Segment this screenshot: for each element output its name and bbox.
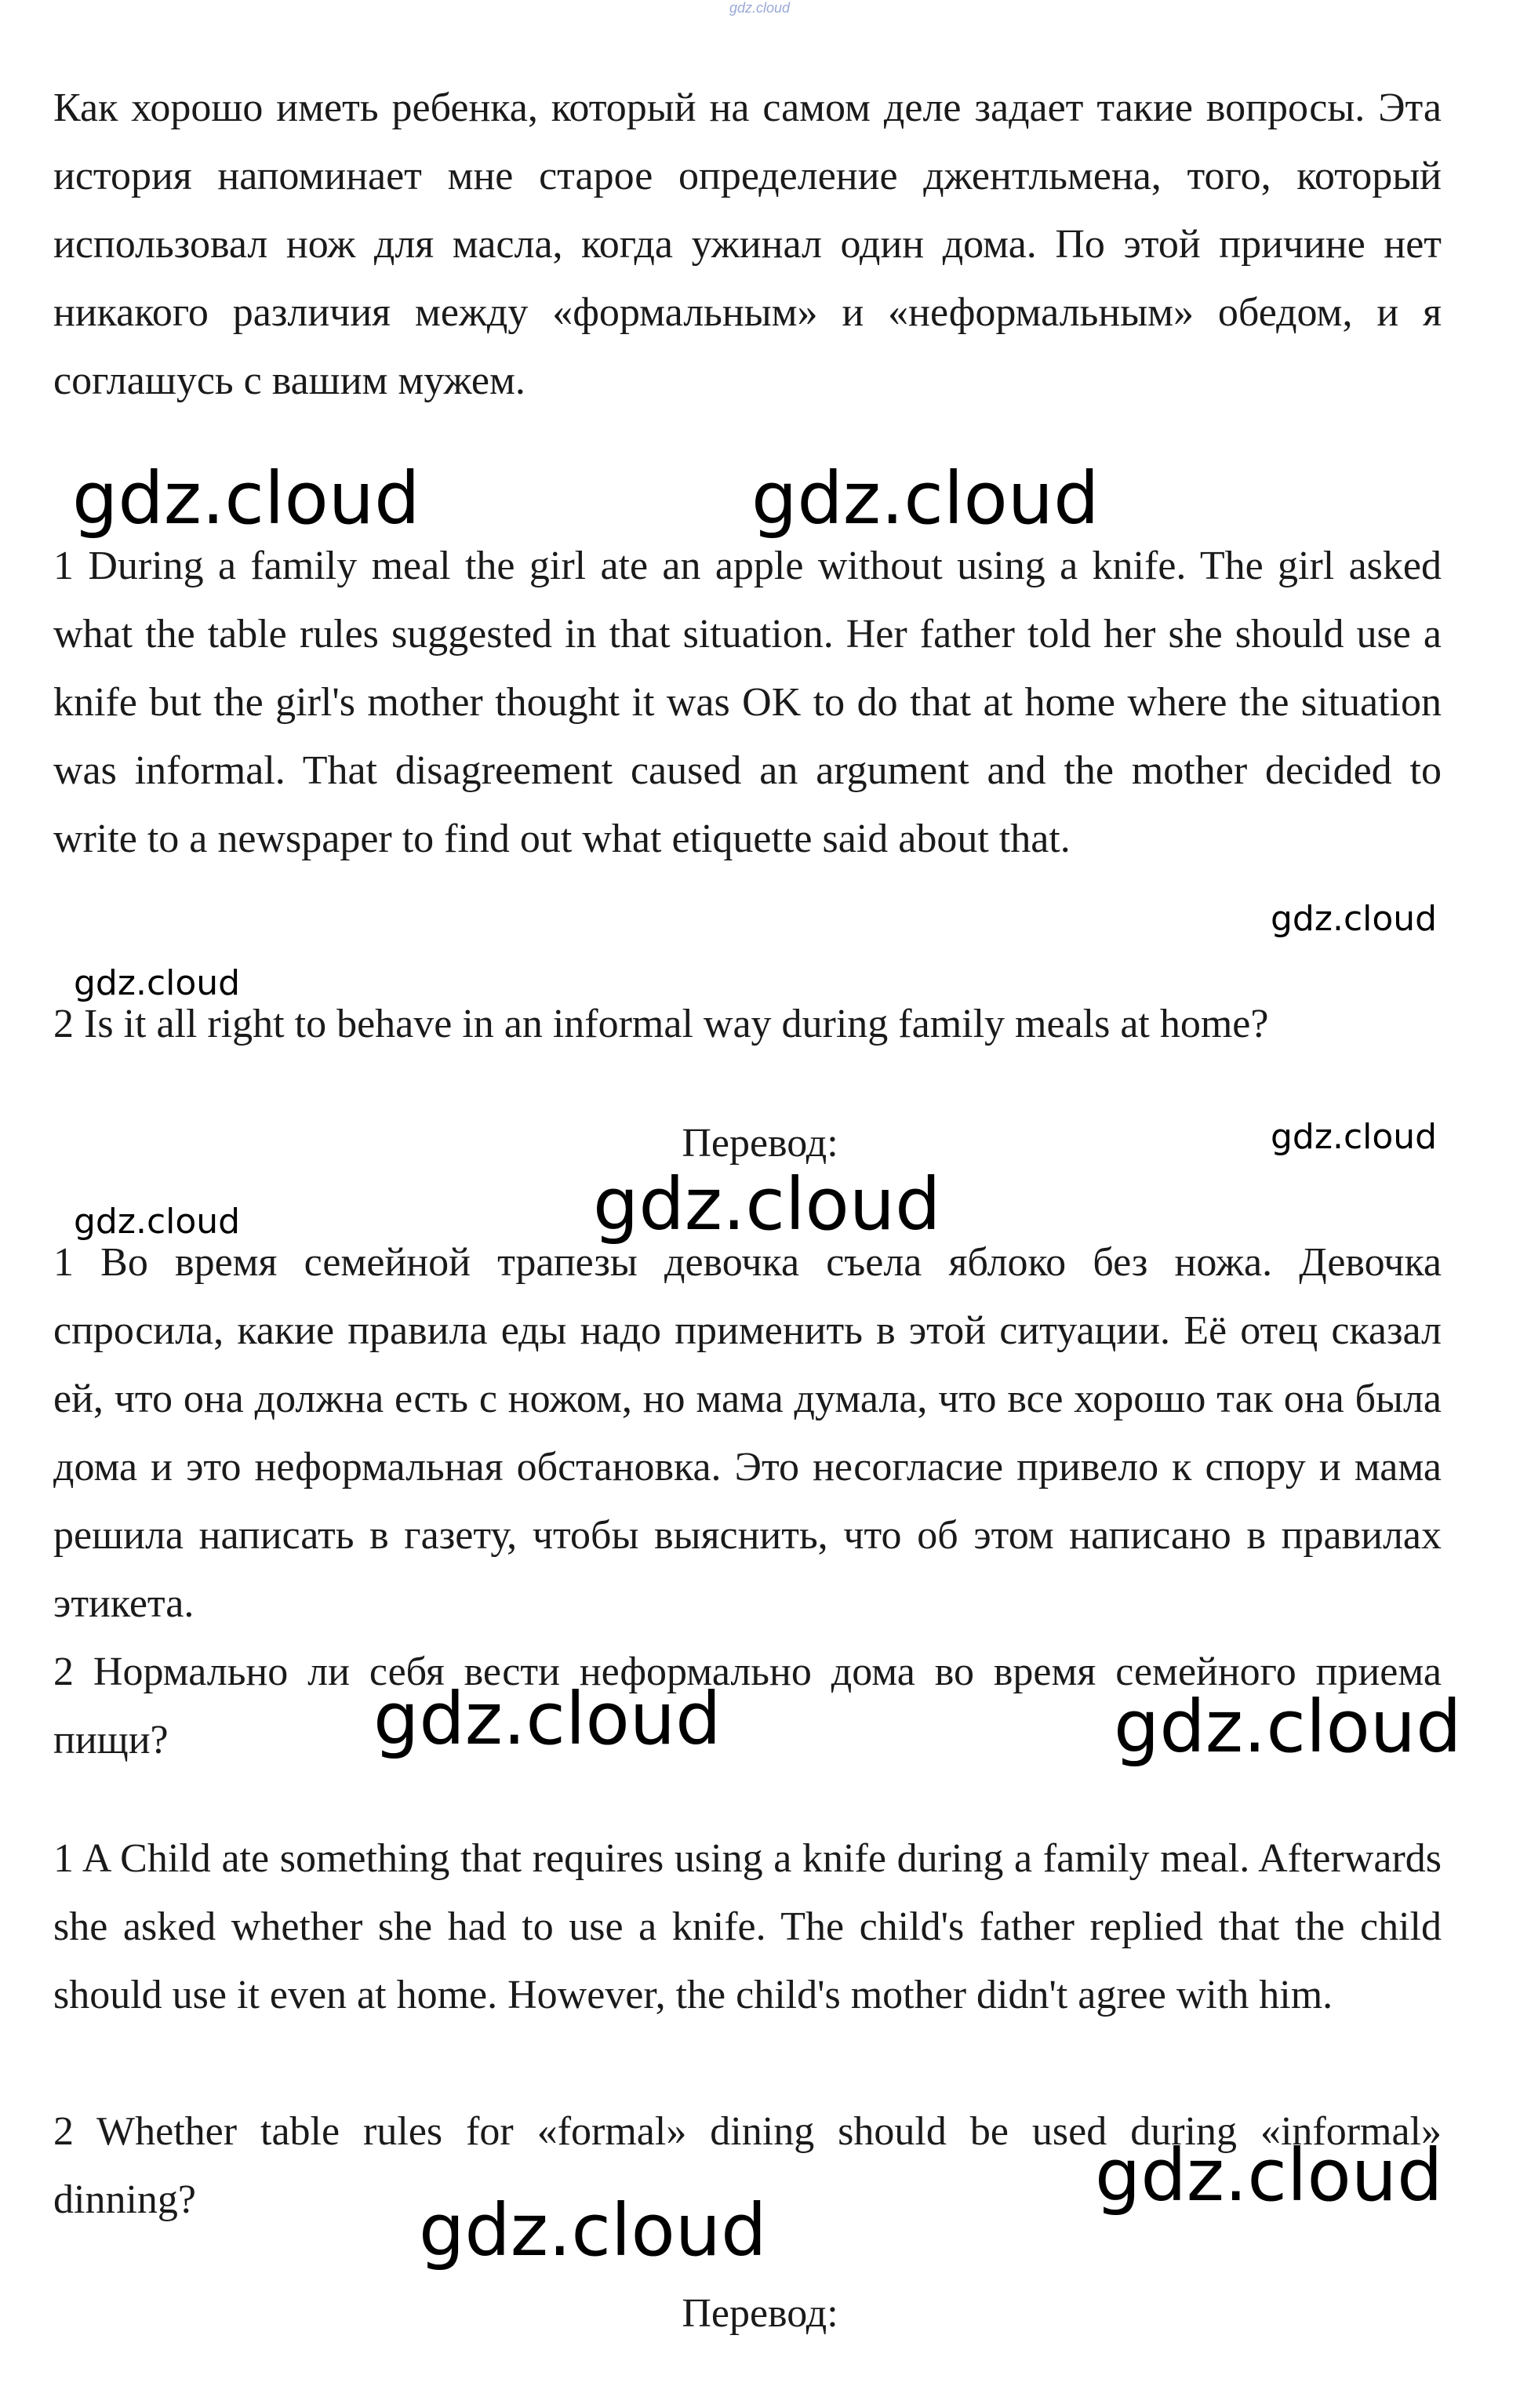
english-alt-answer-2: 2 Whether table rules for «formal» dining should be used during «informal» dinning? [53, 2109, 1442, 2222]
english-alt-answer-1: 1 A Child ate something that requires using a knife during a family meal. Afterwards she asked whether she had to use a knife. The child's father replied that the child should use it even at home. However, the child's mother didn't agree with him. [53, 1836, 1442, 2017]
translation-heading-1: Перевод: [682, 1121, 838, 1166]
english-answer-1: 1 During a family meal the girl ate an apple without using a knife. The girl asked what the table rules suggested in that situation. Her father told her she should use a knife but the girl's mother thought it was OK to do that at home where the situation was informal. That disagreement caused an argument and the mother decided to write to a newspaper to find out what etiquette said about that. [53, 544, 1442, 861]
watermark: gdz.cloud [74, 963, 241, 1003]
translation-heading-2: Перевод: [682, 2291, 838, 2336]
watermark: gdz.cloud [373, 1677, 722, 1761]
russian-translation-1: 1 Во время семейной трапезы девочка съела яблоко без ножа. Девочка спросила, какие правила еды надо применить в этой ситуации. Её отец сказал ей, что она должна есть с ножом, но мама думала, что все хорошо так она была дома и это неформальная обстановка. Это несогласие привело к спору и мама решила написать в газету, чтобы выяснить, что об этом написано в правилах этикета. [53, 1240, 1442, 1626]
watermark: gdz.cloud [1114, 1685, 1462, 1769]
watermark: gdz.cloud [74, 1202, 241, 1242]
watermark: gdz.cloud [419, 2188, 767, 2272]
watermark: gdz.cloud [1095, 2133, 1443, 2217]
header-watermark: gdz.cloud [729, 0, 791, 16]
watermark: gdz.cloud [593, 1162, 941, 1246]
watermark: gdz.cloud [751, 457, 1100, 540]
russian-answer-paragraph: Как хорошо иметь ребенка, который на самом деле задает такие вопросы. Эта история напоминает мне старое определение джентльмена, того, который использовал нож для масла, когда ужинал один дома. По этой причине нет никакого различия между «формальным» и «неформальным» обедом, и я соглашусь с вашим мужем. [53, 85, 1442, 403]
watermark: gdz.cloud [1271, 1117, 1438, 1157]
russian-translation-2: 2 Нормально ли себя вести неформально дома во время семейного приема пищи? [53, 1650, 1442, 1762]
english-answer-2: 2 Is it all right to behave in an informal way during family meals at home? [53, 1002, 1269, 1046]
watermark: gdz.cloud [1271, 899, 1438, 939]
watermark: gdz.cloud [72, 457, 420, 540]
